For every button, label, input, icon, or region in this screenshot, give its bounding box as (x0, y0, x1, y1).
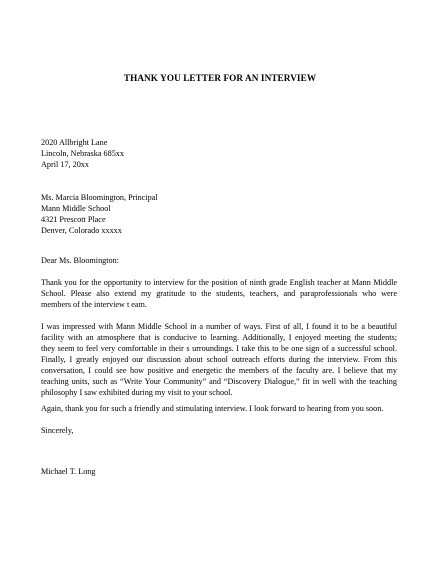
paragraph-line: teaching units, such as “Write Your Community” and “Discovery Dialogue,” fit in well with the teaching (41, 377, 397, 386)
paragraph-line: they seem to feel very comfortable in their s urroundings. I take this to be one sign of a successful school. (41, 344, 397, 353)
recipient-street: 4321 Prescott Place (41, 215, 106, 224)
paragraph-line: facility with an atmosphere that is conducive to learning. Additionally, I enjoyed meeting the students; (41, 333, 397, 342)
sender-street: 2020 Allbright Lane (41, 138, 108, 147)
paragraph-line: School. Please also extend my gratitude to the students, teachers, and paraprofessionals who were (41, 289, 397, 298)
sender-address (41, 137, 124, 170)
paragraph-line: members of the interview t eam. (41, 300, 147, 309)
paragraph-line: philosophy I saw exhibited during my visit to your school. (41, 388, 233, 397)
recipient-name: Ms. Marcia Bloomington, Principal (41, 193, 158, 202)
salutation: Dear Ms. Bloomington: (41, 256, 120, 265)
recipient-address (41, 192, 158, 236)
letter-title: THANK YOU LETTER FOR AN INTERVIEW (123, 73, 317, 83)
recipient-school: Mann Middle School (41, 204, 111, 213)
paragraph-line: Finally, I greatly enjoyed our discussion about school outreach efforts during the interview. From this (41, 355, 397, 364)
sender-city: Lincoln, Nebraska 685xx (41, 149, 124, 158)
paragraph-closing-thanks (41, 403, 397, 414)
paragraph-thanks (41, 277, 397, 310)
closing: Sincerely, (41, 426, 74, 435)
letter-date: April 17, 20xx (41, 160, 89, 169)
signature-name: Michael T. Long (41, 467, 96, 476)
paragraph-line: Thank you for the opportunity to interview for the position of ninth grade English teacher at Mann Middle (41, 278, 397, 287)
paragraph-line: Again, thank you for such a friendly and stimulating interview. I look forward to hearing from you soon. (41, 404, 384, 413)
recipient-city: Denver, Colorado xxxxx (41, 226, 122, 235)
paragraph-impressions (41, 321, 397, 398)
paragraph-line: conversation, I could see how positive and energetic the members of the faculty are. I believe that my (41, 366, 397, 375)
paragraph-line: I was impressed with Mann Middle School in a number of ways. First of all, I found it to be a beautiful (41, 322, 397, 331)
